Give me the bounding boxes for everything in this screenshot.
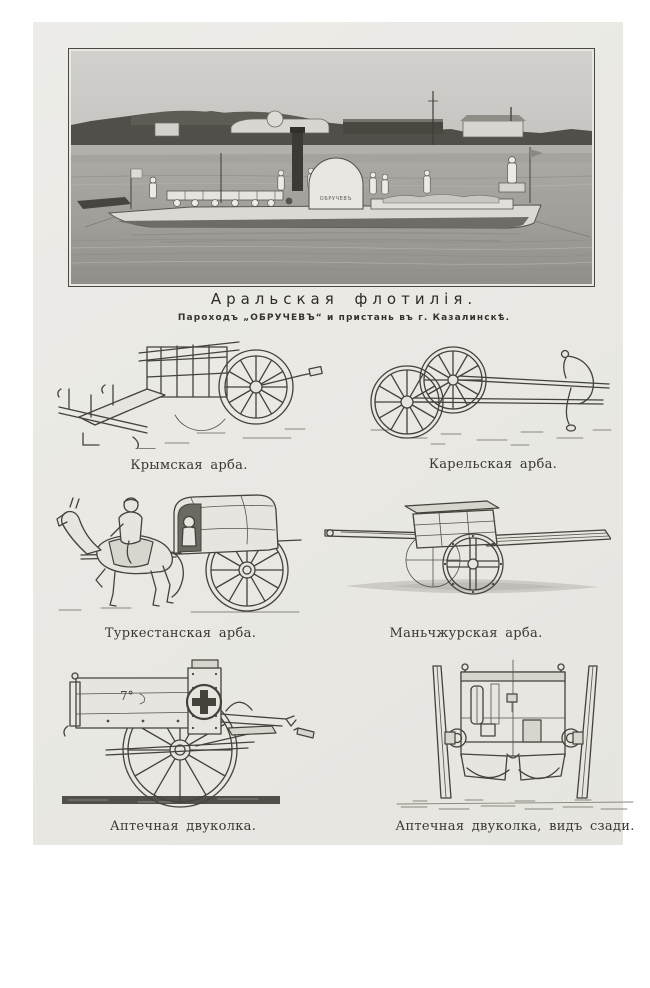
steamer-bow-flag [131,169,142,178]
scanned-page [33,22,635,845]
aral-flotilla-photo-frame [68,48,595,287]
steamer-bow-figure [150,177,157,198]
under-gear [461,754,565,780]
figure-caption: Аптечная двуколка, видъ сзади. [395,819,635,834]
figure-manchurian-arba [321,494,611,641]
figure-crimean-arba [41,337,337,473]
pharmacy-cart-rear-illustration [395,658,635,813]
child-figure [182,517,196,547]
ground-hatching [165,429,305,443]
steamer-cargo [383,195,499,204]
horse [57,498,183,606]
figure-caption: Крымская арба. [130,458,248,473]
steamer-stern-figure [508,157,517,183]
figure-turkestan-arba [38,484,323,641]
left-hub [445,729,466,747]
photo-warehouse-roof [343,119,443,122]
beam-end-cap [327,530,333,536]
broken-shaft-piece [294,728,314,738]
photo-caption-title: Аральская флотилія. [210,290,478,308]
figure-caption: Туркестанская арба. [104,626,257,641]
photo-shed-roof [460,115,526,121]
photo-caption-subtitle: Пароходъ „ОБРУЧЕВЪ“ и пристань въ г. Казалинскѣ. [177,313,511,323]
photo-hut [155,123,179,136]
figure-caption: Маньчжурская арба. [389,626,543,641]
ground-hatching [397,800,633,809]
box-mark: 7° [120,689,134,703]
cargo-box [413,510,497,548]
photo-paddle-dome [267,111,283,127]
figure-caption: Аптечная двуколка. [109,819,257,834]
top-rail [192,660,218,668]
steamer-awning [167,191,283,200]
turkestan-arba-illustration [41,484,321,614]
axle-cap [309,367,322,376]
steamer-stern-platform [499,183,525,192]
yoke-bow [561,351,593,432]
ground-hatching [59,608,299,612]
karelian-arba-illustration [361,338,626,448]
rear-wheel-arc [175,415,225,431]
shaft [221,702,296,735]
crimean-wheel [219,350,293,424]
figure-caption: Карельская арба. [428,457,558,472]
photo-warehouse [343,121,443,134]
shaft-pole [79,389,165,425]
steamer-funnel-cap [290,127,305,133]
aral-flotilla-photo [71,51,592,284]
figure-karelian-arba [355,338,631,472]
photo-shed [463,121,523,137]
figure-pharmacy-cart [43,656,323,834]
steamer-funnel [292,131,303,191]
manchurian-arba-illustration [321,494,611,602]
figure-pharmacy-cart-rear [381,658,649,834]
crimean-arba-illustration [47,337,332,449]
steamer-dark-figure [286,198,293,205]
photo-caption [49,290,639,323]
steamer-name-label: ОБРУЧЕВЪ [319,196,353,202]
pharmacy-cart-illustration [48,656,318,814]
